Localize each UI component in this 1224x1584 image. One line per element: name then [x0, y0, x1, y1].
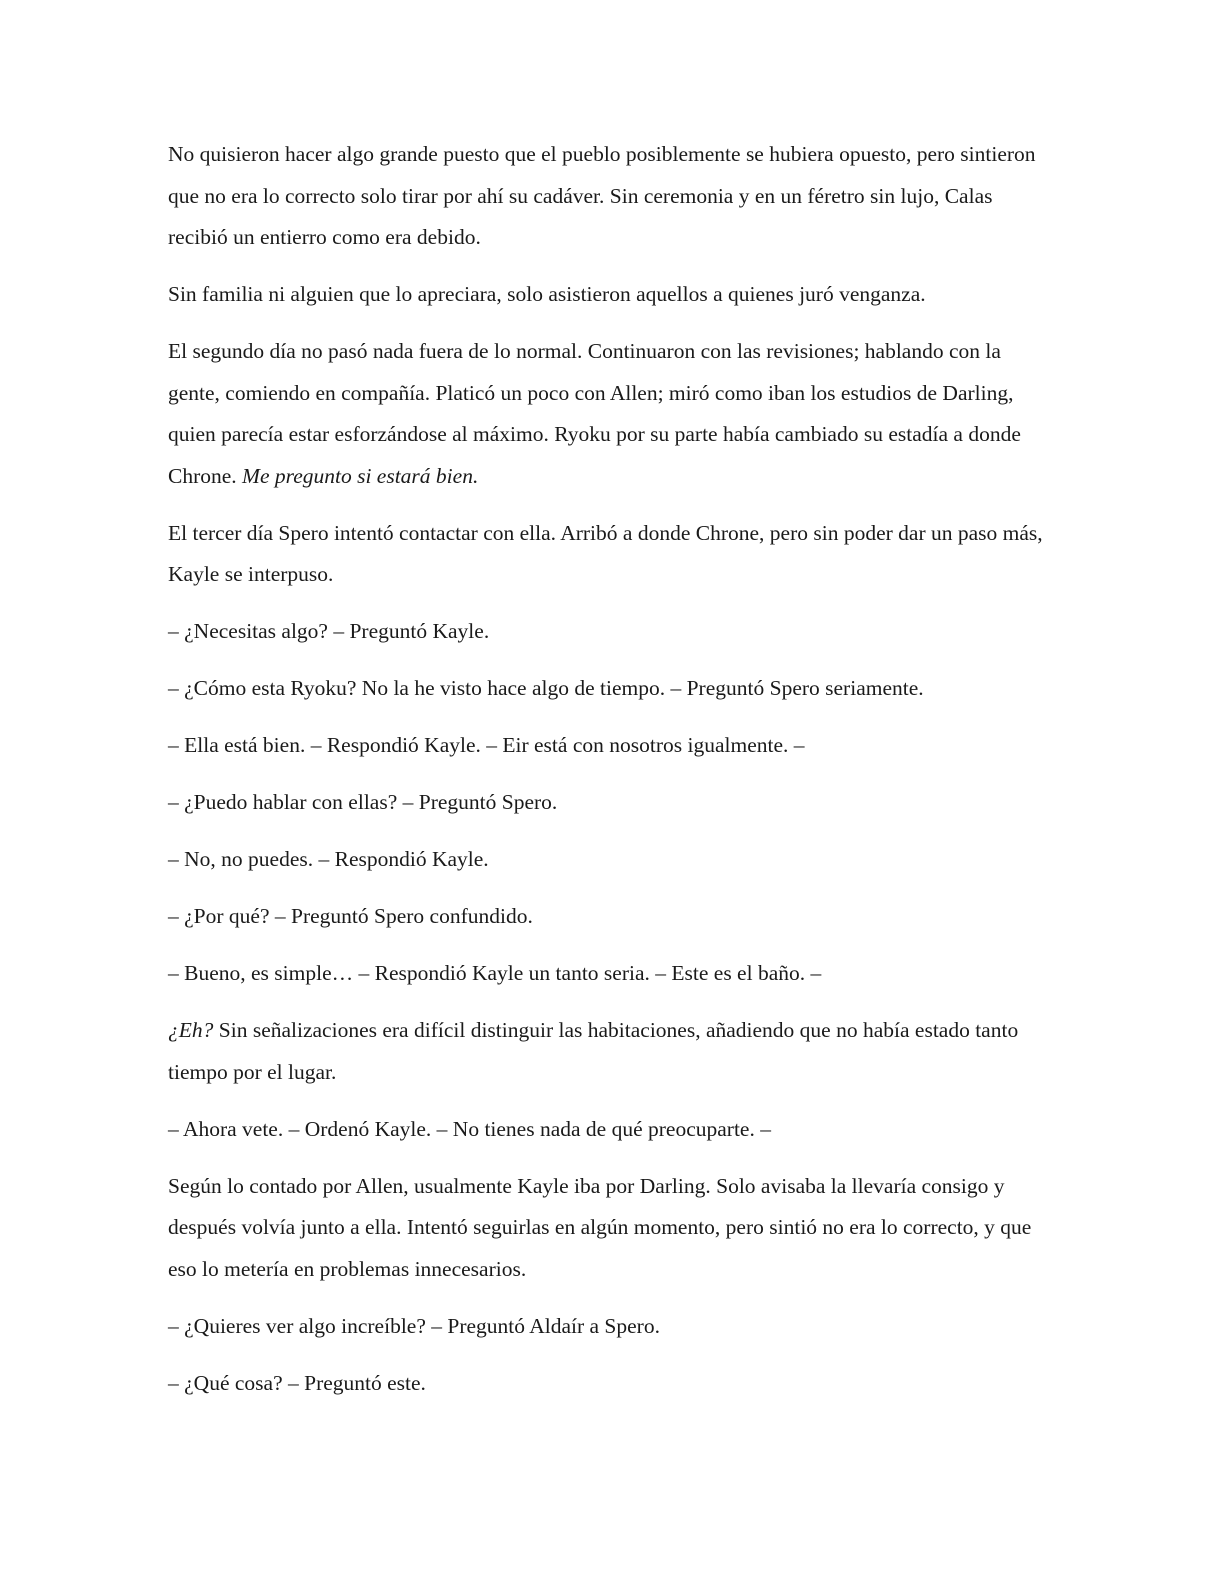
dialogue-text: – ¿Puedo hablar con ellas? – Preguntó Spero.	[168, 790, 558, 814]
dialogue-line	[168, 782, 1048, 824]
dialogue-line	[168, 953, 1048, 995]
dialogue-line	[168, 1306, 1048, 1348]
dialogue-line	[168, 839, 1048, 881]
dialogue-line	[168, 611, 1048, 653]
paragraph-text: No quisieron hacer algo grande puesto que el pueblo posiblemente se hubiera opuesto, pero sintieron que no era lo correcto solo tirar por ahí su cadáver. Sin ceremonia y en un féretro sin lujo, Calas recibió un entierro como era debido.	[168, 142, 1036, 249]
dialogue-text: – ¿Necesitas algo? – Preguntó Kayle.	[168, 619, 490, 643]
italic-thought: ¿Eh?	[168, 1018, 214, 1042]
dialogue-text: – No, no puedes. – Respondió Kayle.	[168, 847, 489, 871]
paragraph-text: Según lo contado por Allen, usualmente Kayle iba por Darling. Solo avisaba la llevaría consigo y después volvía junto a ella. Intentó seguirlas en algún momento, pero sintió no era lo correcto, y que eso lo metería en problemas innecesarios.	[168, 1173, 1032, 1281]
dialogue-line	[168, 725, 1048, 767]
paragraph-bathroom	[168, 1010, 1048, 1093]
paragraph-attendance	[168, 274, 1048, 316]
dialogue-text: – ¿Cómo esta Ryoku? No la he visto hace algo de tiempo. – Preguntó Spero seriamente.	[168, 676, 924, 700]
paragraph-text: Sin señalizaciones era difícil distinguir las habitaciones, añadiendo que no había estado tanto tiempo por el lugar.	[168, 1018, 1019, 1084]
paragraph-allen-account	[168, 1166, 1048, 1291]
dialogue-text: – ¿Por qué? – Preguntó Spero confundido.	[168, 904, 533, 928]
paragraph-text: El tercer día Spero intentó contactar con ella. Arribó a donde Chrone, pero sin poder dar un paso más, Kayle se interpuso.	[168, 520, 1043, 586]
paragraph-second-day	[168, 331, 1048, 497]
paragraph-third-day	[168, 513, 1048, 596]
dialogue-text: – Bueno, es simple… – Respondió Kayle un tanto seria. – Este es el baño. –	[168, 961, 822, 985]
dialogue-line	[168, 1109, 1048, 1151]
dialogue-line	[168, 668, 1048, 710]
paragraph-text: Sin familia ni alguien que lo apreciara, solo asistieron aquellos a quienes juró venganza.	[168, 282, 926, 306]
dialogue-line	[168, 896, 1048, 938]
dialogue-text: – ¿Quieres ver algo increíble? – Preguntó Aldaír a Spero.	[168, 1313, 660, 1338]
dialogue-text: – Ella está bien. – Respondió Kayle. – Eir está con nosotros igualmente. –	[168, 733, 805, 757]
dialogue-text: – Ahora vete. – Ordenó Kayle. – No tienes nada de qué preocuparte. –	[168, 1116, 771, 1141]
dialogue-text: – ¿Qué cosa? – Preguntó este.	[168, 1370, 426, 1395]
paragraph-text: El segundo día no pasó nada fuera de lo normal. Continuaron con las revisiones; hablando con la gente, comiendo en compañía. Platicó un poco con Allen; miró como iban los estudios de Darling, quien parecía estar esforzándose al máximo. Ryoku por su parte había cambiado su estadía a donde Chrone.	[168, 339, 1021, 488]
body-text	[168, 134, 1048, 1420]
dialogue-line	[168, 1363, 1048, 1405]
paragraph-burial	[168, 134, 1048, 259]
italic-thought: Me pregunto si estará bien.	[242, 463, 479, 488]
